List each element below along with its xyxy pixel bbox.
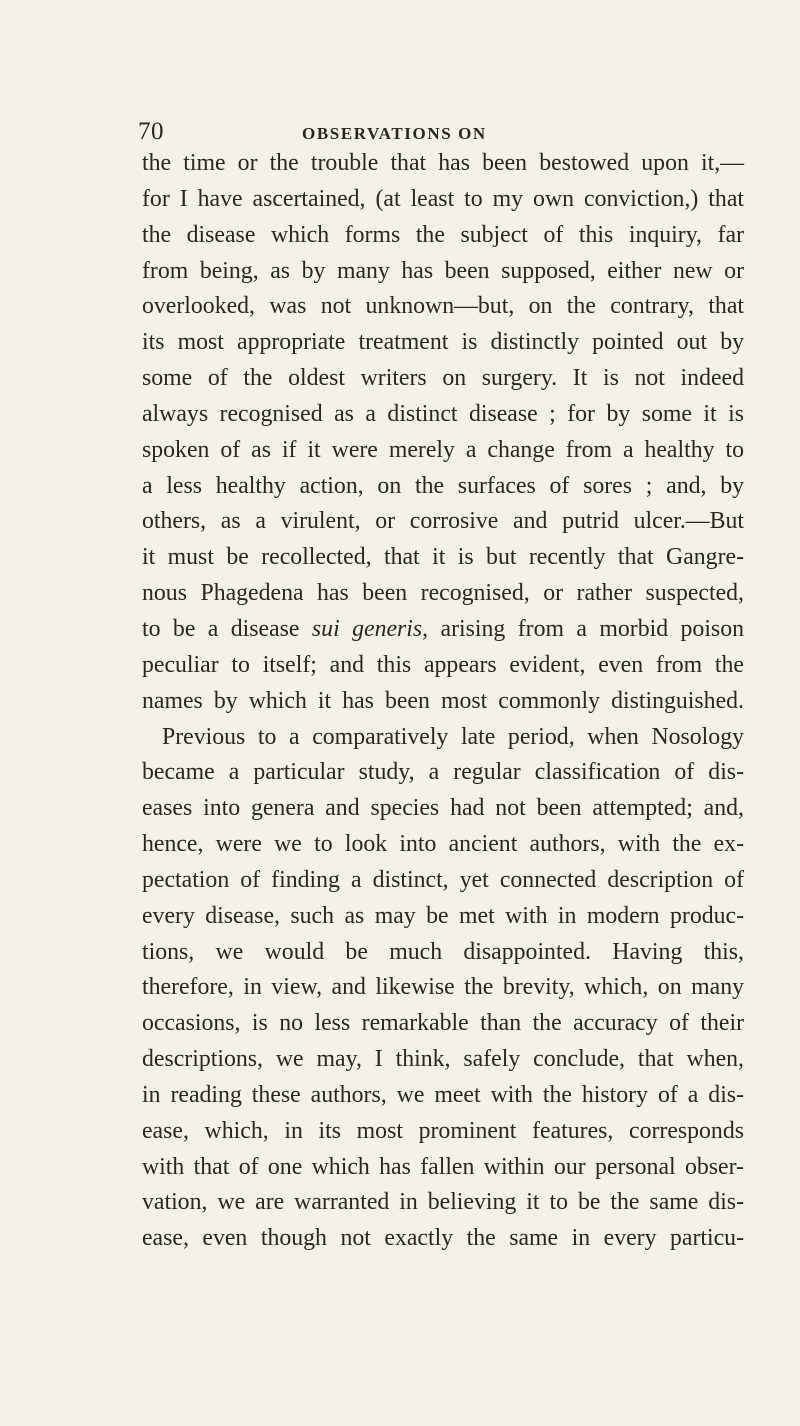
text-line-with-italic [142, 612, 744, 648]
text-line: descriptions, we may, I think, safely conclude, that when, [142, 1046, 744, 1073]
text-line: always recognised as a distinct disease ; for by some it is [142, 400, 744, 427]
text-line: the time or the trouble that has been bestowed upon it,— [142, 150, 744, 176]
line-segment: , arising from a morbid poison [422, 615, 744, 642]
text-line: overlooked, was not unknown—but, on the contrary, that [142, 293, 744, 320]
text-line: therefore, in view, and likewise the brevity, which, on many [142, 974, 744, 1001]
text-line: ease, even though not exactly the same in every particu- [142, 1225, 744, 1252]
text-line: others, as a virulent, or corrosive and putrid ulcer.—But [142, 508, 744, 535]
page-header [138, 118, 738, 148]
running-head: OBSERVATIONS ON [302, 124, 487, 143]
paragraph-start-line: Previous to a comparatively late period, when Nosology [162, 723, 744, 750]
page-number: 70 [138, 118, 164, 145]
text-line: it must be recollected, that it is but recently that Gangre- [142, 544, 744, 571]
text-line: vation, we are warranted in believing it to be the same dis- [142, 1189, 744, 1216]
text-line: from being, as by many has been supposed, either new or [142, 257, 744, 284]
text-line: for I have ascertained, (at least to my own conviction,) that [142, 185, 744, 212]
text-line: a less healthy action, on the surfaces of sores ; and, by [142, 472, 744, 499]
text-line: nous Phagedena has been recognised, or rather suspected, [142, 580, 744, 607]
text-line: spoken of as if it were merely a change from a healthy to [142, 436, 744, 463]
text-line: every disease, such as may be met with in modern produc- [142, 902, 744, 929]
text-line: in reading these authors, we meet with the history of a dis- [142, 1081, 744, 1108]
italic-phrase: sui generis [311, 615, 423, 642]
text-line: eases into genera and species had not been attempted; and, [142, 795, 744, 822]
text-line: the disease which forms the subject of this inquiry, far [142, 221, 744, 248]
text-line: its most appropriate treatment is distinctly pointed out by [142, 329, 744, 356]
text-line: ease, which, in its most prominent features, corresponds [142, 1117, 744, 1144]
text-line: peculiar to itself; and this appears evident, even from the [142, 651, 744, 678]
text-line: hence, were we to look into ancient authors, with the ex- [142, 831, 744, 858]
text-line: occasions, is no less remarkable than the accuracy of their [142, 1010, 744, 1037]
body-text [142, 146, 744, 1257]
line-segment: to be a disease [142, 615, 312, 642]
text-line: pectation of finding a distinct, yet connected description of [142, 866, 744, 893]
text-line: tions, we would be much disappointed. Having this, [142, 938, 744, 965]
text-line: some of the oldest writers on surgery. It is not indeed [142, 365, 744, 392]
text-line: with that of one which has fallen within our personal obser- [142, 1153, 744, 1180]
text-line: names by which it has been most commonly distinguished. [142, 687, 744, 714]
text-line: became a particular study, a regular classification of dis- [142, 759, 744, 786]
